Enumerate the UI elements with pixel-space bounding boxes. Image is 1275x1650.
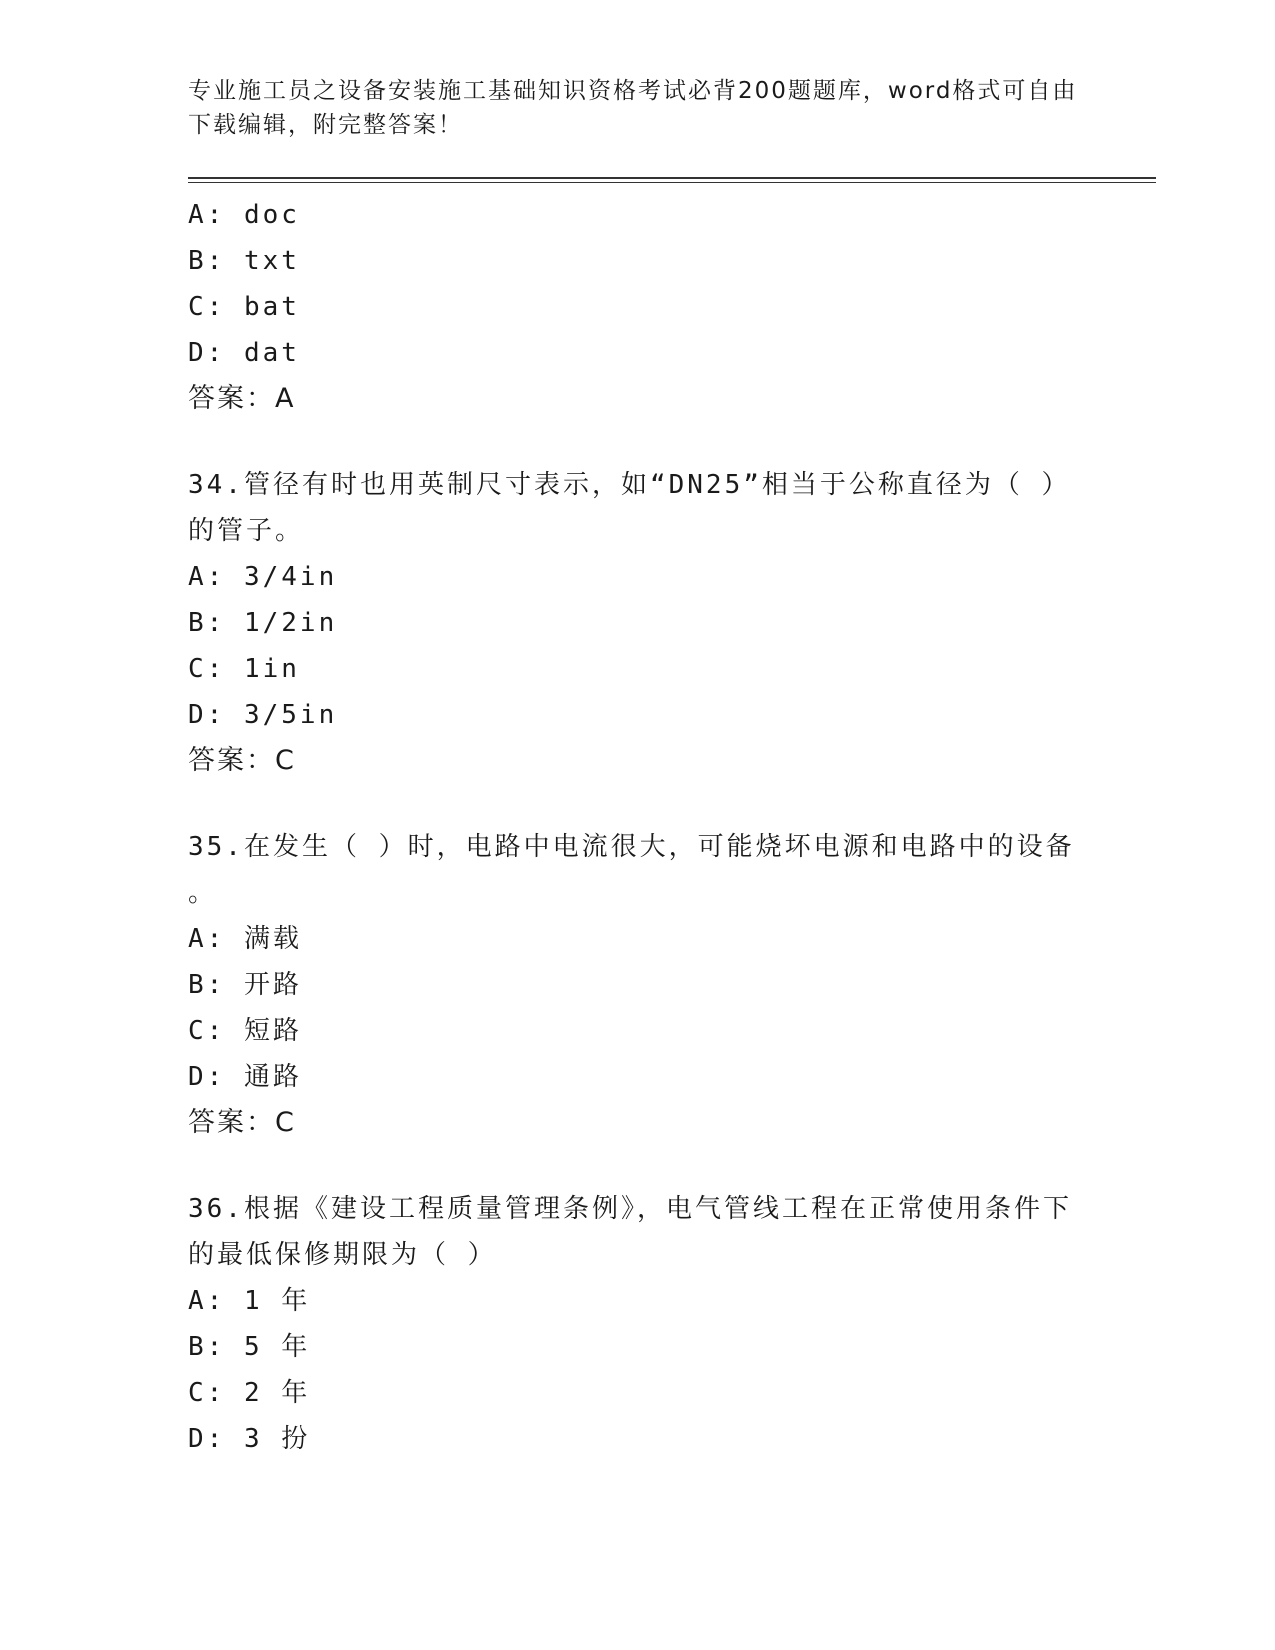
- question-33-block: [188, 192, 1088, 422]
- document-header: [188, 74, 1088, 142]
- header-divider-thin: [188, 182, 1156, 183]
- question-text-line-2: 的管子。: [188, 516, 305, 546]
- option-c: C: 短路: [188, 1016, 302, 1046]
- option-c: C: 2 年: [188, 1378, 311, 1408]
- header-line-2: 下载编辑，附完整答案！: [188, 112, 463, 138]
- question-text-line-1: 35.在发生（ ）时，电路中电流很大，可能烧坏电源和电路中的设备: [188, 832, 1075, 862]
- question-36-block: [188, 1186, 1088, 1462]
- option-c: C: 1in: [188, 654, 300, 684]
- option-d: D: 3 扮: [188, 1424, 311, 1454]
- question-text-line-1: 34.管径有时也用英制尺寸表示，如“DN25”相当于公称直径为（ ）: [188, 470, 1071, 500]
- option-b: B: txt: [188, 246, 300, 276]
- option-d: D: 通路: [188, 1062, 302, 1092]
- header-divider: [188, 177, 1156, 179]
- answer-line: 答案：A: [188, 383, 296, 414]
- option-b: B: 开路: [188, 970, 302, 1000]
- answer-line: 答案：C: [188, 745, 296, 776]
- option-c: C: bat: [188, 292, 300, 322]
- answer-line: 答案：C: [188, 1107, 296, 1138]
- question-text-line-2: 的最低保修期限为（ ）: [188, 1240, 497, 1270]
- question-34-block: [188, 462, 1088, 784]
- option-b: B: 5 年: [188, 1332, 311, 1362]
- option-a: A: 3/4in: [188, 562, 338, 592]
- header-line-1: 专业施工员之设备安装施工基础知识资格考试必背200题题库，word格式可自由: [188, 78, 1078, 104]
- question-35-block: [188, 824, 1088, 1146]
- question-text-line-2: 。: [188, 878, 218, 908]
- option-a: A: doc: [188, 200, 300, 230]
- option-d: D: dat: [188, 338, 300, 368]
- option-d: D: 3/5in: [188, 700, 338, 730]
- question-text-line-1: 36.根据《建设工程质量管理条例》，电气管线工程在正常使用条件下: [188, 1194, 1072, 1224]
- option-a: A: 满载: [188, 924, 302, 954]
- questions-content: [188, 192, 1088, 1462]
- option-b: B: 1/2in: [188, 608, 338, 638]
- option-a: A: 1 年: [188, 1286, 311, 1316]
